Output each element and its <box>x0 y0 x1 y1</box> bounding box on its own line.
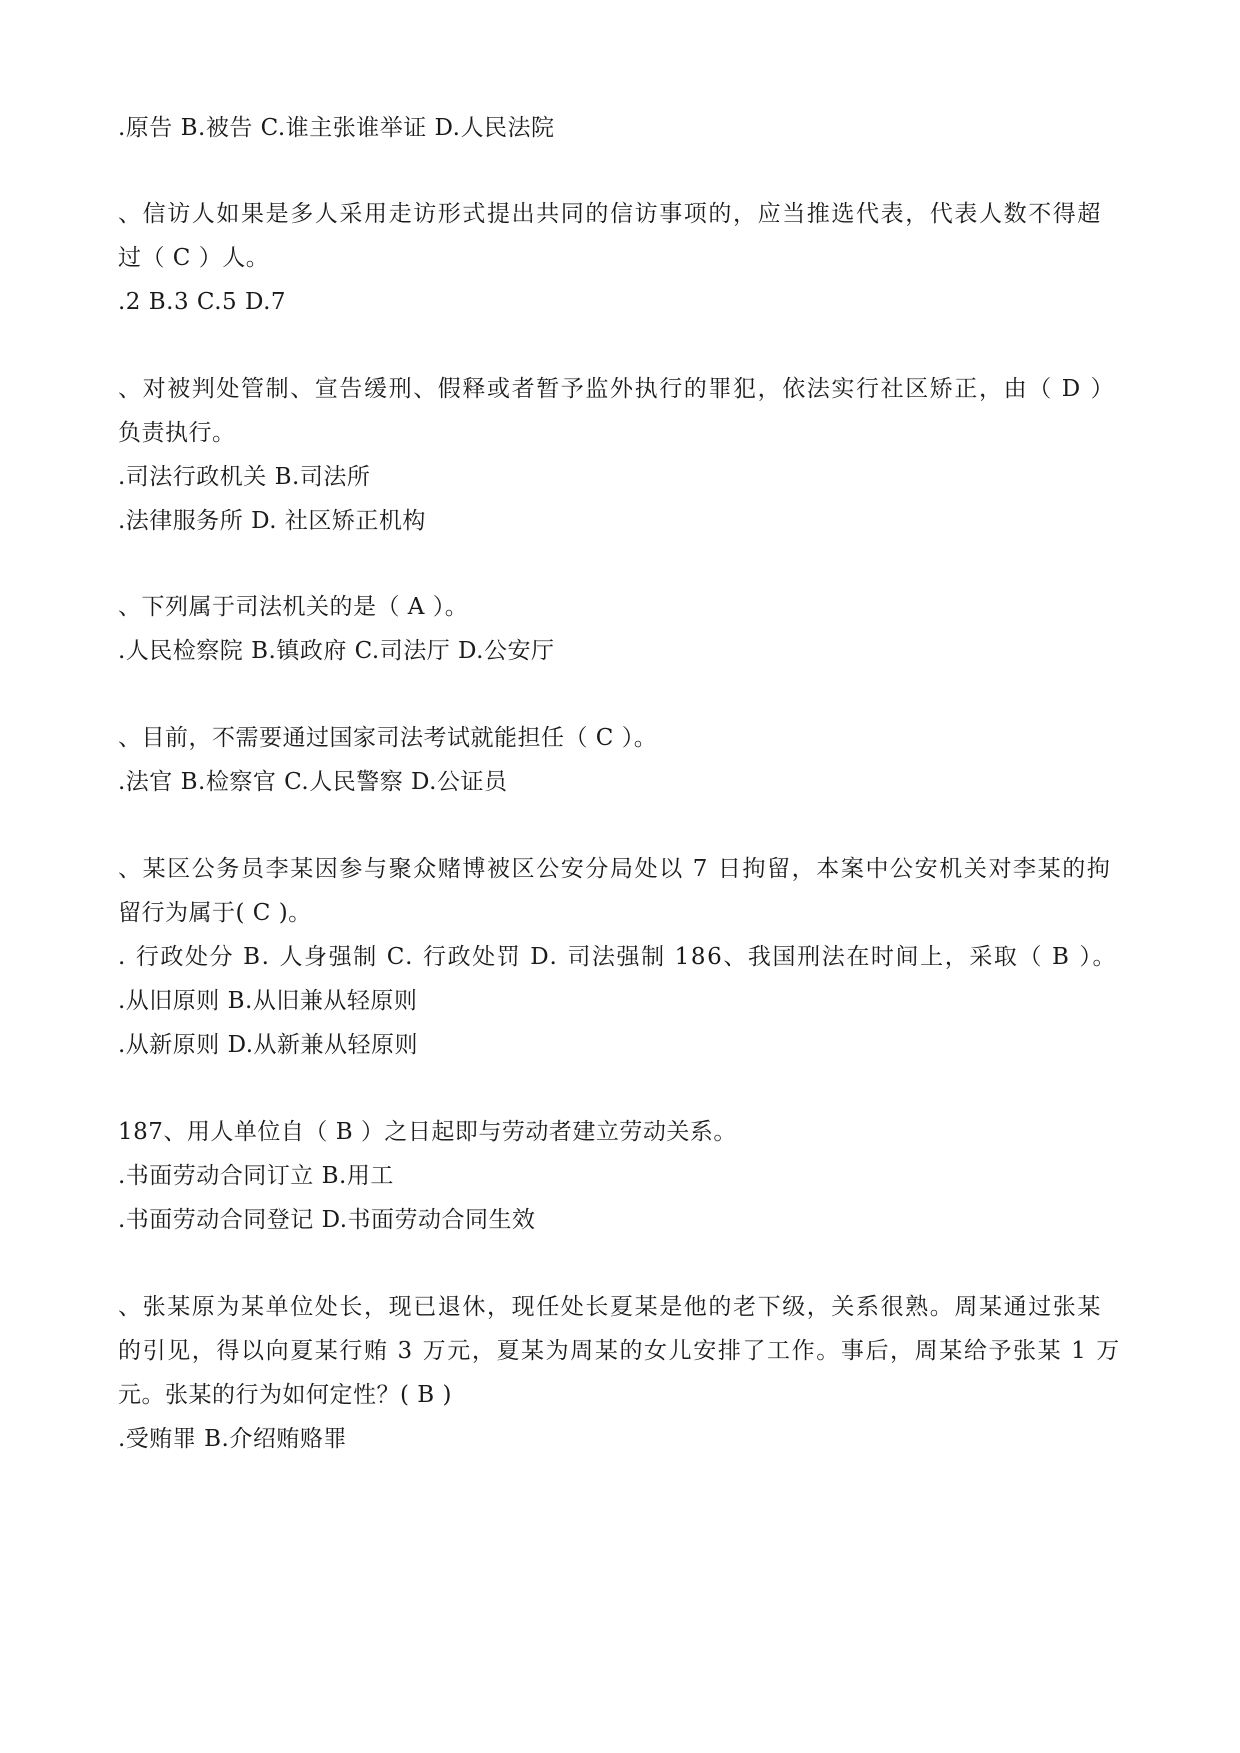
question-options: .法律服务所 D. 社区矫正机构 <box>118 508 426 534</box>
question-stem: 、某区公务员李某因参与聚众赌博被区公安分局处以 7 日拘留，本案中公安机关对李某的拘 <box>118 856 1112 882</box>
question-stem: 负责执行。 <box>118 420 236 446</box>
question-options: .人民检察院 B.镇政府 C.司法厅 D.公安厅 <box>118 638 555 664</box>
question-stem: 、对被判处管制、宣告缓刑、假释或者暂予监外执行的罪犯，依法实行社区矫正，由（ D ） <box>118 376 1116 402</box>
question-stem: 、目前，不需要通过国家司法考试就能担任（ C ）。 <box>118 725 658 751</box>
question-options: .受贿罪 B.介绍贿赂罪 <box>118 1426 347 1452</box>
question-stem: 的引见，得以向夏某行贿 3 万元，夏某为周某的女儿安排了工作。事后，周某给予张某 1 万 <box>118 1338 1121 1364</box>
question-stem: 187、用人单位自（ B ）之日起即与劳动者建立劳动关系。 <box>118 1119 737 1145</box>
question-stem: 、信访人如果是多人采用走访形式提出共同的信访事项的，应当推选代表，代表人数不得超 <box>118 201 1102 227</box>
question-options: .原告 B.被告 C.谁主张谁举证 D.人民法院 <box>118 115 555 141</box>
question-options: . 行政处分 B. 人身强制 C. 行政处罚 D. 司法强制 186、我国刑法在时间上，采取（ B ）。 <box>118 944 1118 970</box>
question-stem: 过（ C ）人。 <box>118 245 270 271</box>
question-options: .司法行政机关 B.司法所 <box>118 464 371 490</box>
question-stem: 元。张某的行为如何定性？( B ) <box>118 1382 452 1408</box>
question-options: .法官 B.检察官 C.人民警察 D.公证员 <box>118 769 508 795</box>
question-stem: 、下列属于司法机关的是（ A ）。 <box>118 594 469 620</box>
question-options: .从旧原则 B.从旧兼从轻原则 <box>118 988 418 1014</box>
question-options: .书面劳动合同登记 D.书面劳动合同生效 <box>118 1207 536 1233</box>
question-options: .书面劳动合同订立 B.用工 <box>118 1163 394 1189</box>
question-stem: 、张某原为某单位处长，现已退休，现任处长夏某是他的老下级，关系很熟。周某通过张某 <box>118 1294 1102 1320</box>
question-stem: 留行为属于( C )。 <box>118 900 312 926</box>
question-options: .2 B.3 C.5 D.7 <box>118 289 287 315</box>
question-options: .从新原则 D.从新兼从轻原则 <box>118 1032 419 1058</box>
